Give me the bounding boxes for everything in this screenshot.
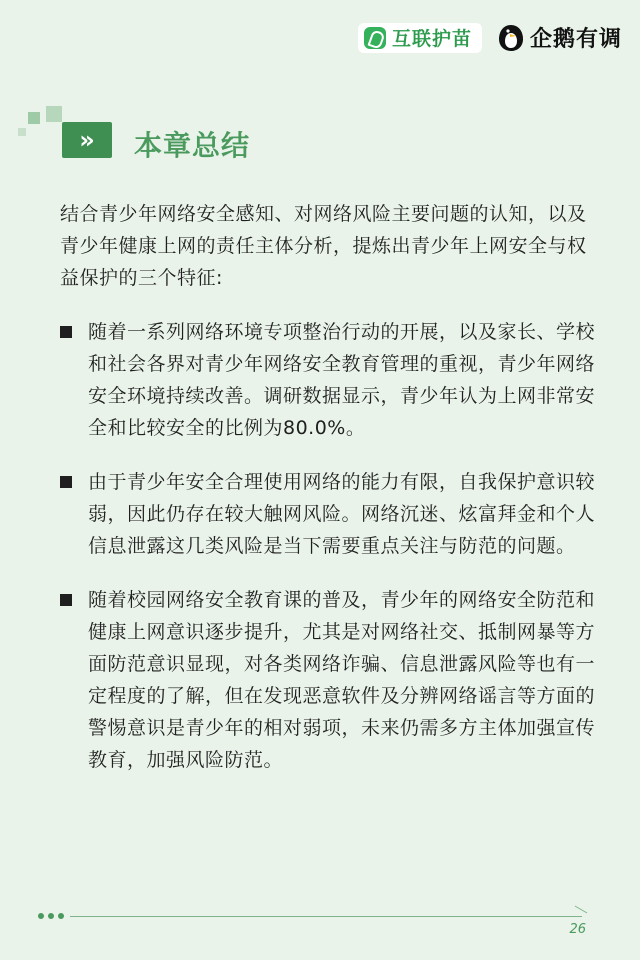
decorative-square <box>18 128 26 136</box>
list-item <box>60 466 600 562</box>
page-footer <box>38 906 596 937</box>
footer-divider <box>70 916 582 917</box>
penguin-icon <box>496 23 526 53</box>
footer-divider-tick <box>575 906 588 914</box>
chapter-marker <box>62 122 112 158</box>
dot-icon <box>58 913 64 919</box>
dot-icon <box>38 913 44 919</box>
decorative-square <box>28 112 40 124</box>
chevron-double-right-icon: » <box>79 126 95 154</box>
list-item-text: 随着一系列网络环境专项整治行动的开展，以及家长、学校和社会各界对青少年网络安全教育管理的重视，青少年网络安全环境持续改善。调研数据显示，青少年认为上网非常安全和比较安全的比例为80.0%。 <box>88 321 596 439</box>
square-bullet-icon <box>60 326 72 338</box>
list-item-text: 由于青少年安全合理使用网络的能力有限，自我保护意识较弱，因此仍存在较大触网风险。网络沉迷、炫富拜金和个人信息泄露这几类风险是当下需要重点关注与防范的问题。 <box>88 471 596 557</box>
leaf-shield-icon <box>364 27 386 49</box>
summary-content <box>60 198 600 798</box>
list-item <box>60 316 600 444</box>
page-number: 26 <box>569 922 586 937</box>
logo-hulian-humiao <box>358 23 482 53</box>
footer-dots <box>38 913 64 919</box>
dot-icon <box>48 913 54 919</box>
square-bullet-icon <box>60 594 72 606</box>
intro-paragraph: 结合青少年网络安全感知、对网络风险主要问题的认知，以及青少年健康上网的责任主体分析，提炼出青少年上网安全与权益保护的三个特征: <box>60 203 587 289</box>
header-logos <box>358 22 622 53</box>
decorative-square <box>46 106 62 122</box>
logo-qie-youdiao <box>496 22 622 53</box>
square-bullet-icon <box>60 476 72 488</box>
logo-left-text: 互联护苗 <box>391 28 472 50</box>
page-title: 本章总结 <box>134 129 251 162</box>
list-item-text: 随着校园网络安全教育课的普及，青少年的网络安全防范和健康上网意识逐步提升，尤其是对网络社交、抵制网暴等方面防范意识显现，对各类网络诈骗、信息泄露风险等也有一定程度的了解，但在发现恶意软件及分辨网络谣言等方面的警惕意识是青少年的相对弱项，未来仍需多方主体加强宣传教育，加强风险防范。 <box>88 589 596 771</box>
list-item <box>60 584 600 776</box>
logo-right-text: 企鹅有调 <box>529 27 622 52</box>
